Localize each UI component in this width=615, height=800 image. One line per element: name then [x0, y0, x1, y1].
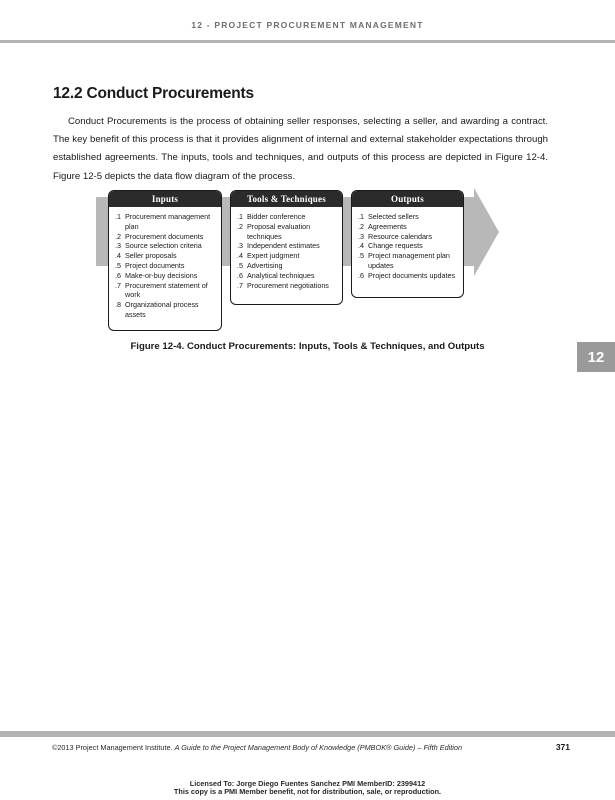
list-item: [358, 212, 459, 222]
copyright-prefix: ©2013 Project Management Institute.: [52, 743, 175, 752]
item-text: Change requests: [368, 241, 423, 251]
item-text: Project documents updates: [368, 270, 456, 280]
list-item: [358, 222, 459, 232]
item-number: .5: [237, 260, 243, 270]
item-text: Advertising: [247, 260, 283, 270]
item-number: .6: [237, 270, 243, 280]
item-number: .8: [115, 300, 121, 310]
tools-techniques-heading: Tools & Techniques: [231, 191, 342, 207]
outputs-box: [351, 190, 464, 298]
item-number: .6: [115, 270, 121, 280]
item-text: Agreements: [368, 221, 407, 231]
list-item: [237, 241, 338, 251]
item-text: Project documents: [125, 260, 185, 270]
item-number: .2: [115, 231, 121, 241]
section-paragraph-text: Conduct Procurements is the process of obtaining seller responses, selecting a seller, and awarding a contract. The key benefit of this process is that it provides alignment of internal and external stakeholder expectations through established agreements. The inputs, tools and techniques, and outputs of this process are depicted in Figure 12-4. Figure 12-5 depicts the data flow diagram of the process.: [53, 116, 548, 182]
list-item: [115, 261, 217, 271]
list-item: [358, 251, 459, 271]
list-item: [237, 212, 338, 222]
item-number: .6: [358, 270, 364, 280]
item-text: Organizational process assets: [125, 300, 199, 319]
figure-caption: Figure 12-4. Conduct Procurements: Inputs, Tools & Techniques, and Outputs: [130, 341, 485, 352]
list-item: [237, 271, 338, 281]
item-number: .7: [237, 280, 243, 290]
item-text: Project management plan updates: [368, 251, 450, 270]
item-number: .5: [115, 260, 121, 270]
footer-copyright: [52, 743, 462, 752]
page-number: 371: [555, 742, 570, 752]
item-text: Proposal evaluation techniques: [247, 221, 311, 241]
list-item: [358, 232, 459, 242]
footer-divider: [0, 731, 615, 737]
list-item: [115, 241, 217, 251]
item-number: .5: [358, 251, 364, 261]
item-number: .3: [237, 241, 243, 251]
item-number: .7: [115, 280, 121, 290]
item-number: .2: [237, 221, 243, 231]
item-number: .1: [237, 212, 243, 221]
license-line-2: This copy is a PMI Member benefit, not for distribution, sale, or reproduction.: [173, 787, 442, 796]
list-item: [115, 251, 217, 261]
list-item: [115, 232, 217, 242]
outputs-heading: Outputs: [352, 191, 463, 207]
inputs-heading: Inputs: [109, 191, 221, 207]
item-text: Procurement statement of work: [125, 280, 208, 300]
item-text: Independent estimates: [247, 241, 320, 251]
license-line-1: Licensed To: Jorge Diego Fuentes Sanchez PMI MemberID: 2399412: [189, 779, 426, 788]
item-text: Procurement negotiations: [247, 280, 329, 290]
running-header: 12 - PROJECT PROCUREMENT MANAGEMENT: [191, 20, 424, 30]
item-text: Make-or-buy decisions: [125, 270, 198, 280]
item-text: Selected sellers: [368, 212, 419, 221]
item-text: Source selection criteria: [125, 241, 202, 251]
item-number: .1: [358, 212, 364, 221]
item-number: .4: [237, 251, 243, 261]
tools-techniques-list: [231, 207, 342, 290]
item-number: .4: [358, 241, 364, 251]
item-number: .2: [358, 221, 364, 231]
tools-techniques-box: [230, 190, 343, 305]
outputs-list: [352, 207, 463, 281]
item-number: .1: [115, 212, 121, 221]
list-item: [237, 251, 338, 261]
item-number: .3: [358, 231, 364, 241]
chapter-tab: 12: [577, 342, 615, 372]
copyright-book-title: A Guide to the Project Management Body of Knowledge (PMBOK® Guide) – Fifth Edition: [174, 743, 463, 752]
item-text: Procurement management plan: [125, 212, 211, 231]
list-item: [115, 271, 217, 281]
item-number: .4: [115, 251, 121, 261]
list-item: [237, 222, 338, 242]
inputs-list: [109, 207, 221, 320]
list-item: [358, 241, 459, 251]
inputs-box: [108, 190, 222, 331]
list-item: [115, 281, 217, 301]
list-item: [237, 281, 338, 291]
list-item: [115, 300, 217, 320]
item-text: Resource calendars: [368, 231, 432, 241]
item-text: Expert judgment: [247, 251, 300, 261]
list-item: [358, 271, 459, 281]
list-item: [237, 261, 338, 271]
item-text: Bidder conference: [247, 212, 306, 221]
item-text: Analytical techniques: [247, 270, 315, 280]
item-number: .3: [115, 241, 121, 251]
item-text: Seller proposals: [125, 251, 177, 261]
item-text: Procurement documents: [125, 231, 204, 241]
list-item: [115, 212, 217, 232]
section-heading: 12.2 Conduct Procurements: [53, 85, 254, 102]
